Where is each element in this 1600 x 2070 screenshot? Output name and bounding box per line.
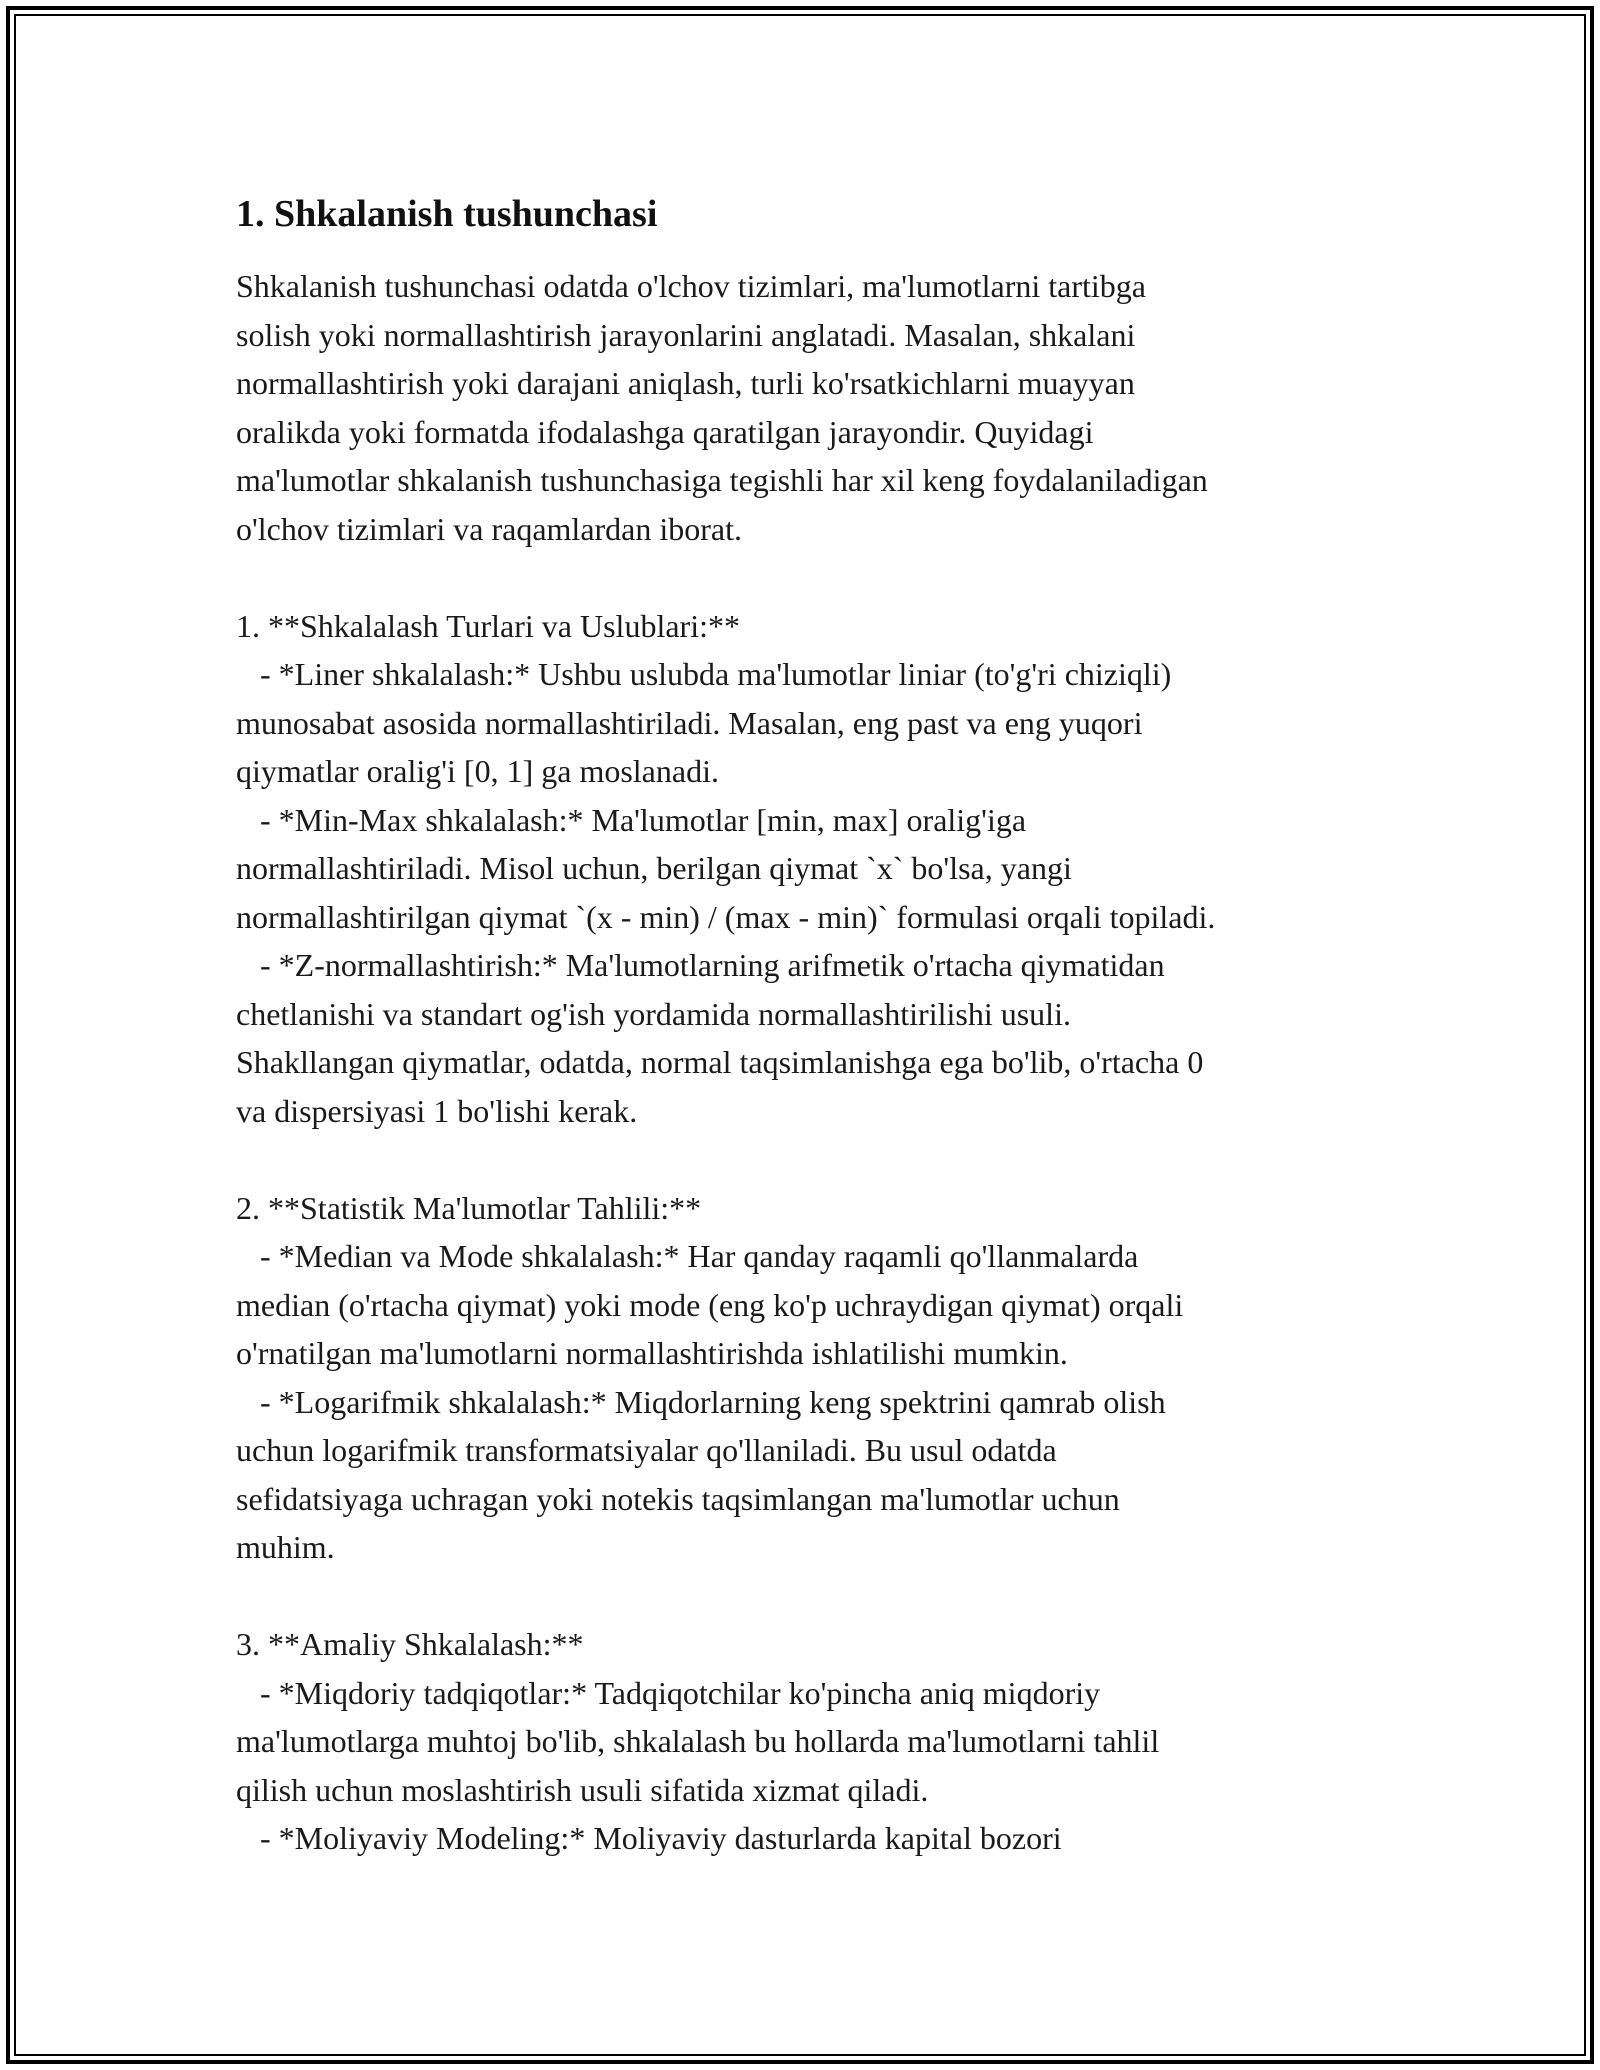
list-line: o'rnatilgan ma'lumotlarni normallashtirishda ishlatilishi mumkin. bbox=[236, 1335, 1068, 1371]
intro-line: oralikda yoki formatda ifodalashga qaratilgan jarayondir. Quyidagi bbox=[236, 413, 1094, 450]
section-1-list bbox=[236, 602, 1386, 1136]
list-line: qiymatlar oralig'i [0, 1] ga moslanadi. bbox=[236, 753, 719, 789]
intro-line: ma'lumotlar shkalanish tushunchasiga tegishli har xil keng foydalaniladigan bbox=[236, 462, 1208, 498]
intro-line: o'lchov tizimlari va raqamlardan iborat. bbox=[236, 510, 743, 547]
list-line: ma'lumotlarga muhtoj bo'lib, shkalalash bu hollarda ma'lumotlarni tahlil bbox=[236, 1723, 1160, 1759]
section-2-title: 2. **Statistik Ma'lumotlar Tahlili:** bbox=[236, 1189, 702, 1226]
section-heading: 1. Shkalanish tushunchasi bbox=[236, 193, 658, 235]
intro-line: Shkalanish tushunchasi odatda o'lchov tizimlari, ma'lumotlarni tartibga bbox=[236, 268, 1146, 304]
list-line: va dispersiyasi 1 bo'lishi kerak. bbox=[236, 1092, 638, 1129]
list-line: sefidatsiyaga uchragan yoki notekis taqsimlangan ma'lumotlar uchun bbox=[236, 1480, 1120, 1517]
intro-line: normallashtirish yoki darajani aniqlash, turli ko'rsatkichlarni muayyan bbox=[236, 365, 1135, 401]
section-2-list bbox=[236, 1184, 1386, 1572]
list-line: - *Miqdoriy tadqiqotlar:* Tadqiqotchilar ko'pincha aniq miqdoriy bbox=[236, 1674, 1101, 1711]
list-line: - *Min-Max shkalalash:* Ma'lumotlar [min, max] oralig'iga bbox=[236, 801, 1027, 838]
list-line: chetlanishi va standart og'ish yordamida normallashtirilishi usuli. bbox=[236, 995, 1071, 1032]
intro-paragraph bbox=[236, 262, 1386, 553]
list-line: qilish uchun moslashtirish usuli sifatida xizmat qiladi. bbox=[236, 1771, 929, 1808]
list-line: - *Moliyaviy Modeling:* Moliyaviy dasturlarda kapital bozori bbox=[236, 1820, 1062, 1856]
list-line: - *Median va Mode shkalalash:* Har qanday raqamli qo'llanmalarda bbox=[236, 1238, 1139, 1274]
list-line: munosabat asosida normallashtiriladi. Masalan, eng past va eng yuqori bbox=[236, 704, 1143, 741]
section-1-title: 1. **Shkalalash Turlari va Uslublari:** bbox=[236, 607, 740, 644]
document-body bbox=[236, 186, 1386, 1863]
list-line: - *Z-normallashtirish:* Ma'lumotlarning arifmetik o'rtacha qiymatidan bbox=[236, 947, 1165, 983]
paragraph-gap bbox=[236, 1572, 1386, 1621]
section-3-list bbox=[236, 1620, 1386, 1863]
list-line: normallashtirilgan qiymat `(x - min) / (max - min)` formulasi orqali topiladi. bbox=[236, 898, 1216, 935]
list-line: median (o'rtacha qiymat) yoki mode (eng ko'p uchraydigan qiymat) orqali bbox=[236, 1286, 1184, 1323]
list-line: uchun logarifmik transformatsiyalar qo'llaniladi. Bu usul odatda bbox=[236, 1432, 1057, 1468]
list-line: - *Liner shkalalash:* Ushbu uslubda ma'lumotlar liniar (to'g'ri chiziqli) bbox=[236, 656, 1172, 692]
list-line: Shakllangan qiymatlar, odatda, normal taqsimlanishga ega bo'lib, o'rtacha 0 bbox=[236, 1044, 1204, 1080]
list-line: normallashtiriladi. Misol uchun, berilgan qiymat `x` bo'lsa, yangi bbox=[236, 850, 1072, 886]
paragraph-gap bbox=[236, 1135, 1386, 1184]
list-line: - *Logarifmik shkalalash:* Miqdorlarning keng spektrini qamrab olish bbox=[236, 1383, 1166, 1420]
list-line: muhim. bbox=[236, 1529, 335, 1565]
section-3-title: 3. **Amaliy Shkalalash:** bbox=[236, 1626, 584, 1662]
intro-line: solish yoki normallashtirish jarayonlarini anglatadi. Masalan, shkalani bbox=[236, 316, 1136, 353]
paragraph-gap bbox=[236, 553, 1386, 602]
